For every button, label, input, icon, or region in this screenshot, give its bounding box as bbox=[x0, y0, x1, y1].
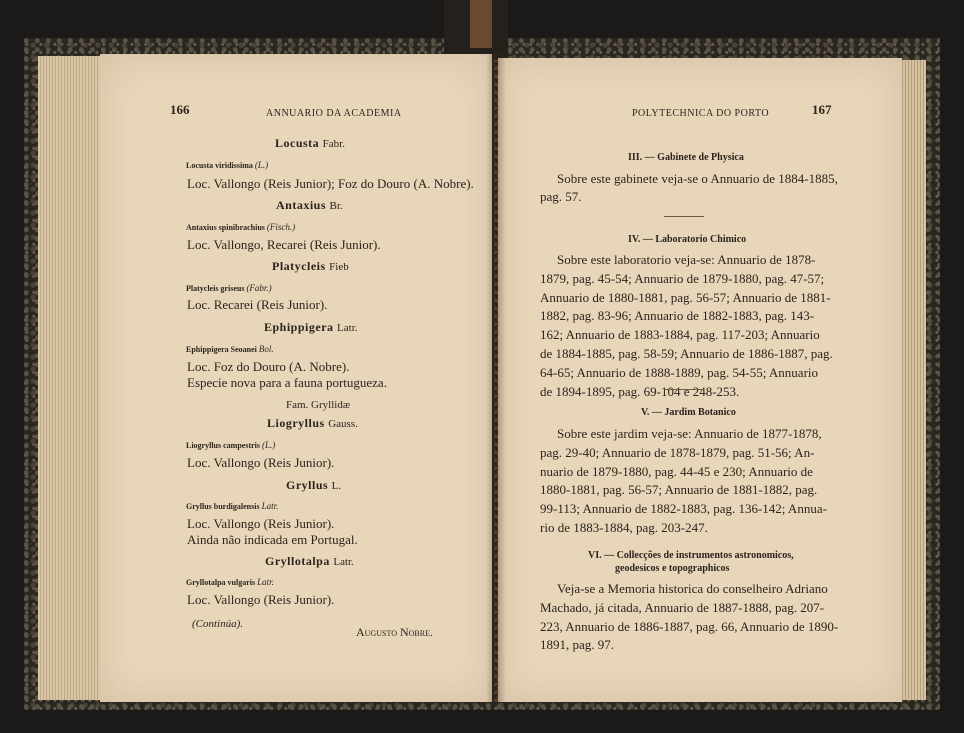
species-name: Gryllus burdigalensis Latr. bbox=[186, 501, 279, 511]
locality-line: Loc. Foz do Douro (A. Nobre). bbox=[187, 359, 350, 374]
locality-line: Loc. Vallongo (Reis Junior). bbox=[187, 455, 335, 470]
species-name: Locusta viridissima (L.) bbox=[186, 160, 269, 170]
paragraph-line: Machado, já citada, Annuario de 1887-1888, pag. 207- bbox=[540, 600, 825, 615]
genus-heading: Locusta Fabr. bbox=[275, 136, 345, 150]
paragraph-line: pag. 57. bbox=[540, 189, 582, 204]
signature: Augusto Nobre. bbox=[356, 625, 433, 639]
paragraph-line: 1882, pag. 83-96; Annuario de 1882-1883, pag. 143- bbox=[540, 308, 815, 323]
locality-line: Loc. Recarei (Reis Junior). bbox=[187, 297, 328, 312]
locality-line: Loc. Vallongo (Reis Junior). bbox=[187, 592, 335, 607]
species-name: Antaxius spinibrachius (Fisch.) bbox=[186, 222, 296, 232]
genus-heading: Gryllotalpa Latr. bbox=[265, 554, 354, 568]
locality-line: Loc. Vallongo (Reis Junior); Foz do Douro (A. Nobre). bbox=[187, 176, 474, 191]
paragraph-line: Sobre este laboratorio veja-se: Annuario de 1878- bbox=[557, 252, 816, 267]
page-edges-left bbox=[38, 56, 102, 700]
spine-ribbon bbox=[470, 0, 492, 48]
species-name: Liogryllus campestris (L.) bbox=[186, 440, 276, 450]
section-divider bbox=[664, 216, 704, 217]
paragraph-line: 1880-1881, pag. 56-57; Annuario de 1881-1882, pag. bbox=[540, 482, 818, 497]
paragraph-line: 64-65; Annuario de 1888-1889, pag. 54-55; Annuario bbox=[540, 365, 819, 380]
genus-heading: Ephippigera Latr. bbox=[264, 320, 358, 334]
paragraph-line: 162; Annuario de 1883-1884, pag. 117-203; Annuario bbox=[540, 327, 820, 342]
paragraph-line: pag. 29-40; Annuario de 1878-1879, pag. 51-56; An- bbox=[540, 445, 815, 460]
locality-line: Especie nova para a fauna portugueza. bbox=[187, 375, 387, 390]
genus-heading: Gryllus L. bbox=[286, 478, 342, 492]
section-heading: V. — Jardim Botanico bbox=[641, 407, 736, 418]
paragraph-line: 223, Annuario de 1886-1887, pag. 66, Annuario de 1890- bbox=[540, 619, 839, 634]
locality-line: Loc. Vallongo (Reis Junior). bbox=[187, 516, 335, 531]
paragraph-line: Veja-se a Memoria historica do conselheiro Adriano bbox=[557, 581, 828, 596]
paragraph-line: de 1884-1885, pag. 58-59; Annuario de 1886-1887, pag. bbox=[540, 346, 833, 361]
right-page-number: 167 bbox=[812, 102, 832, 117]
paragraph-line: 1879, pag. 45-54; Annuario de 1879-1880, pag. 47-57; bbox=[540, 271, 825, 286]
paragraph-line: rio de 1883-1884, pag. 203-247. bbox=[540, 520, 708, 535]
section-heading: III. — Gabinete de Physica bbox=[628, 152, 744, 163]
locality-line: Loc. Vallongo, Recarei (Reis Junior). bbox=[187, 237, 381, 252]
species-name: Platycleis griseus (Fabr.) bbox=[186, 283, 272, 293]
genus-heading: Platycleis Fieb bbox=[272, 259, 349, 273]
locality-line: Ainda não indicada em Portugal. bbox=[187, 532, 358, 547]
continua-note: (Continúa). bbox=[192, 618, 244, 630]
genus-heading: Antaxius Br. bbox=[276, 198, 343, 212]
paragraph-line: 99-113; Annuario de 1882-1883, pag. 136-142; Annua- bbox=[540, 501, 827, 516]
section-divider bbox=[664, 389, 704, 390]
left-running-head: ANNUARIO DA ACADEMIA bbox=[266, 108, 402, 119]
left-page-number: 166 bbox=[170, 102, 190, 117]
paragraph-line: 1891, pag. 97. bbox=[540, 637, 615, 652]
section-heading-line2: geodesicos e topographicos bbox=[615, 563, 730, 574]
paragraph-line: Sobre este gabinete veja-se o Annuario de 1884-1885, bbox=[557, 171, 838, 186]
species-name: Ephippigera Seoanei Bol. bbox=[186, 344, 274, 354]
paragraph-line: nuario de 1879-1880, pag. 44-45 e 230; Annuario de bbox=[540, 464, 813, 479]
page-edges-right bbox=[900, 60, 926, 700]
section-heading: IV. — Laboratorio Chimico bbox=[628, 234, 747, 245]
section-heading: VI. — Collecções de instrumentos astronomicos, bbox=[588, 550, 794, 561]
paragraph-line: Sobre este jardim veja-se: Annuario de 1877-1878, bbox=[557, 426, 822, 441]
family-heading: Fam. Gryllidæ bbox=[286, 399, 351, 411]
paragraph-line: de 1894-1895, pag. 69-104 e 248-253. bbox=[540, 384, 740, 399]
right-running-head: POLYTECHNICA DO PORTO bbox=[632, 108, 770, 119]
genus-heading: Liogryllus Gauss. bbox=[267, 416, 358, 430]
species-name: Gryllotalpa vulgaris Latr. bbox=[186, 577, 274, 587]
gutter bbox=[486, 54, 506, 702]
paragraph-line: Annuario de 1880-1881, pag. 56-57; Annuario de 1881- bbox=[540, 290, 831, 305]
